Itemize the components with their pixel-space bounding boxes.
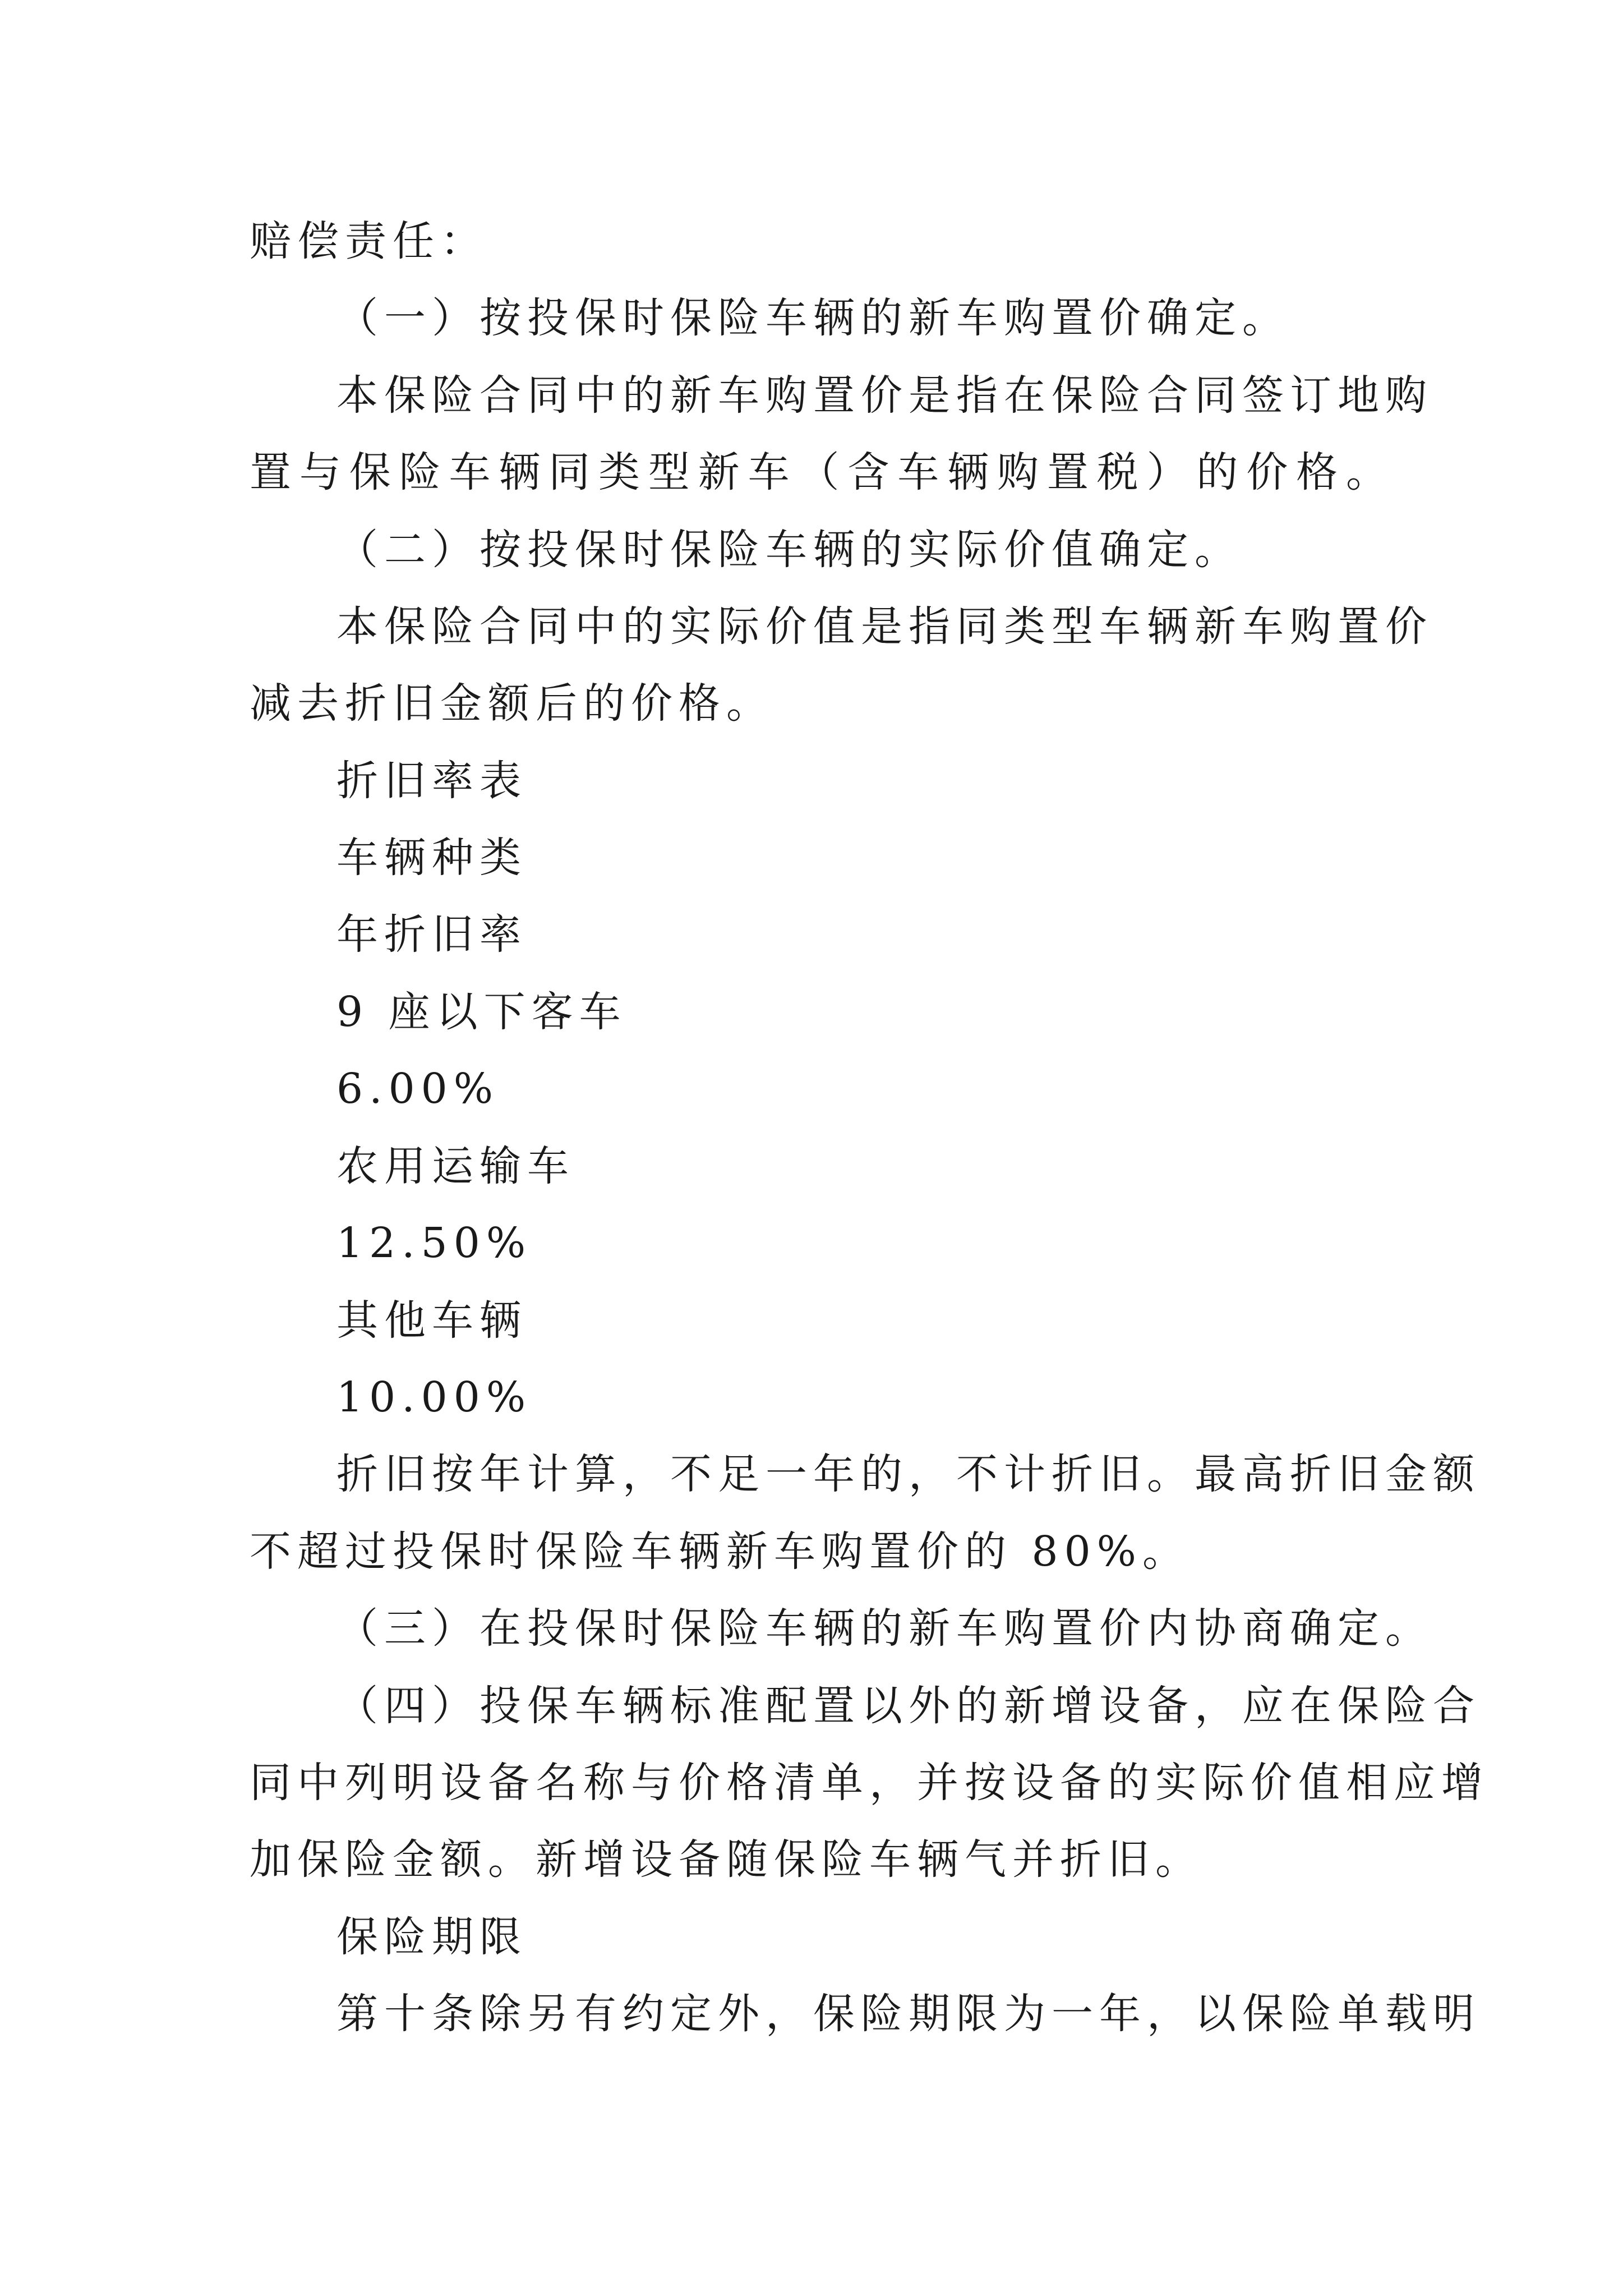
text-line: 本保险合同中的实际价值是指同类型车辆新车购置价	[336, 602, 1433, 651]
section-title: 保险期限	[336, 1913, 527, 1961]
section-heading: （四）投保车辆标准配置以外的新增设备，应在保险合	[336, 1682, 1481, 1730]
text-line: 减去折旧金额后的价格。	[250, 679, 774, 728]
text-line: 不超过投保时保险车辆新车购置价的 80%。	[250, 1527, 1190, 1576]
table-cell: 9 座以下客车	[336, 988, 627, 1036]
text-line: 折旧按年计算，不足一年的，不计折旧。最高折旧金额	[336, 1450, 1481, 1498]
section-heading: （二）按投保时保险车辆的实际价值确定。	[336, 526, 1242, 574]
table-title: 折旧率表	[336, 757, 527, 805]
text-line: 赔偿责任：	[250, 217, 488, 265]
section-heading: （一）按投保时保险车辆的新车购置价确定。	[336, 294, 1290, 342]
table-header: 年折旧率	[336, 910, 527, 959]
table-cell: 其他车辆	[336, 1296, 527, 1345]
text-line: 同中列明设备名称与价格清单，并按设备的实际价值相应增	[250, 1759, 1489, 1807]
table-cell: 6.00%	[336, 1065, 500, 1113]
text-line: 第十条除另有约定外，保险期限为一年，以保险单载明	[336, 1990, 1481, 2038]
table-cell: 12.50%	[336, 1219, 532, 1267]
table-cell: 10.00%	[336, 1373, 532, 1421]
section-heading: （三）在投保时保险车辆的新车购置价内协商确定。	[336, 1604, 1433, 1653]
text-line: 加保险金额。新增设备随保险车辆气并折旧。	[250, 1835, 1203, 1884]
table-header: 车辆种类	[336, 834, 527, 882]
table-cell: 农用运输车	[336, 1142, 575, 1190]
text-line: 置与保险车辆同类型新车（含车辆购置税）的价格。	[250, 448, 1394, 496]
text-line: 本保险合同中的新车购置价是指在保险合同签订地购	[336, 371, 1433, 420]
